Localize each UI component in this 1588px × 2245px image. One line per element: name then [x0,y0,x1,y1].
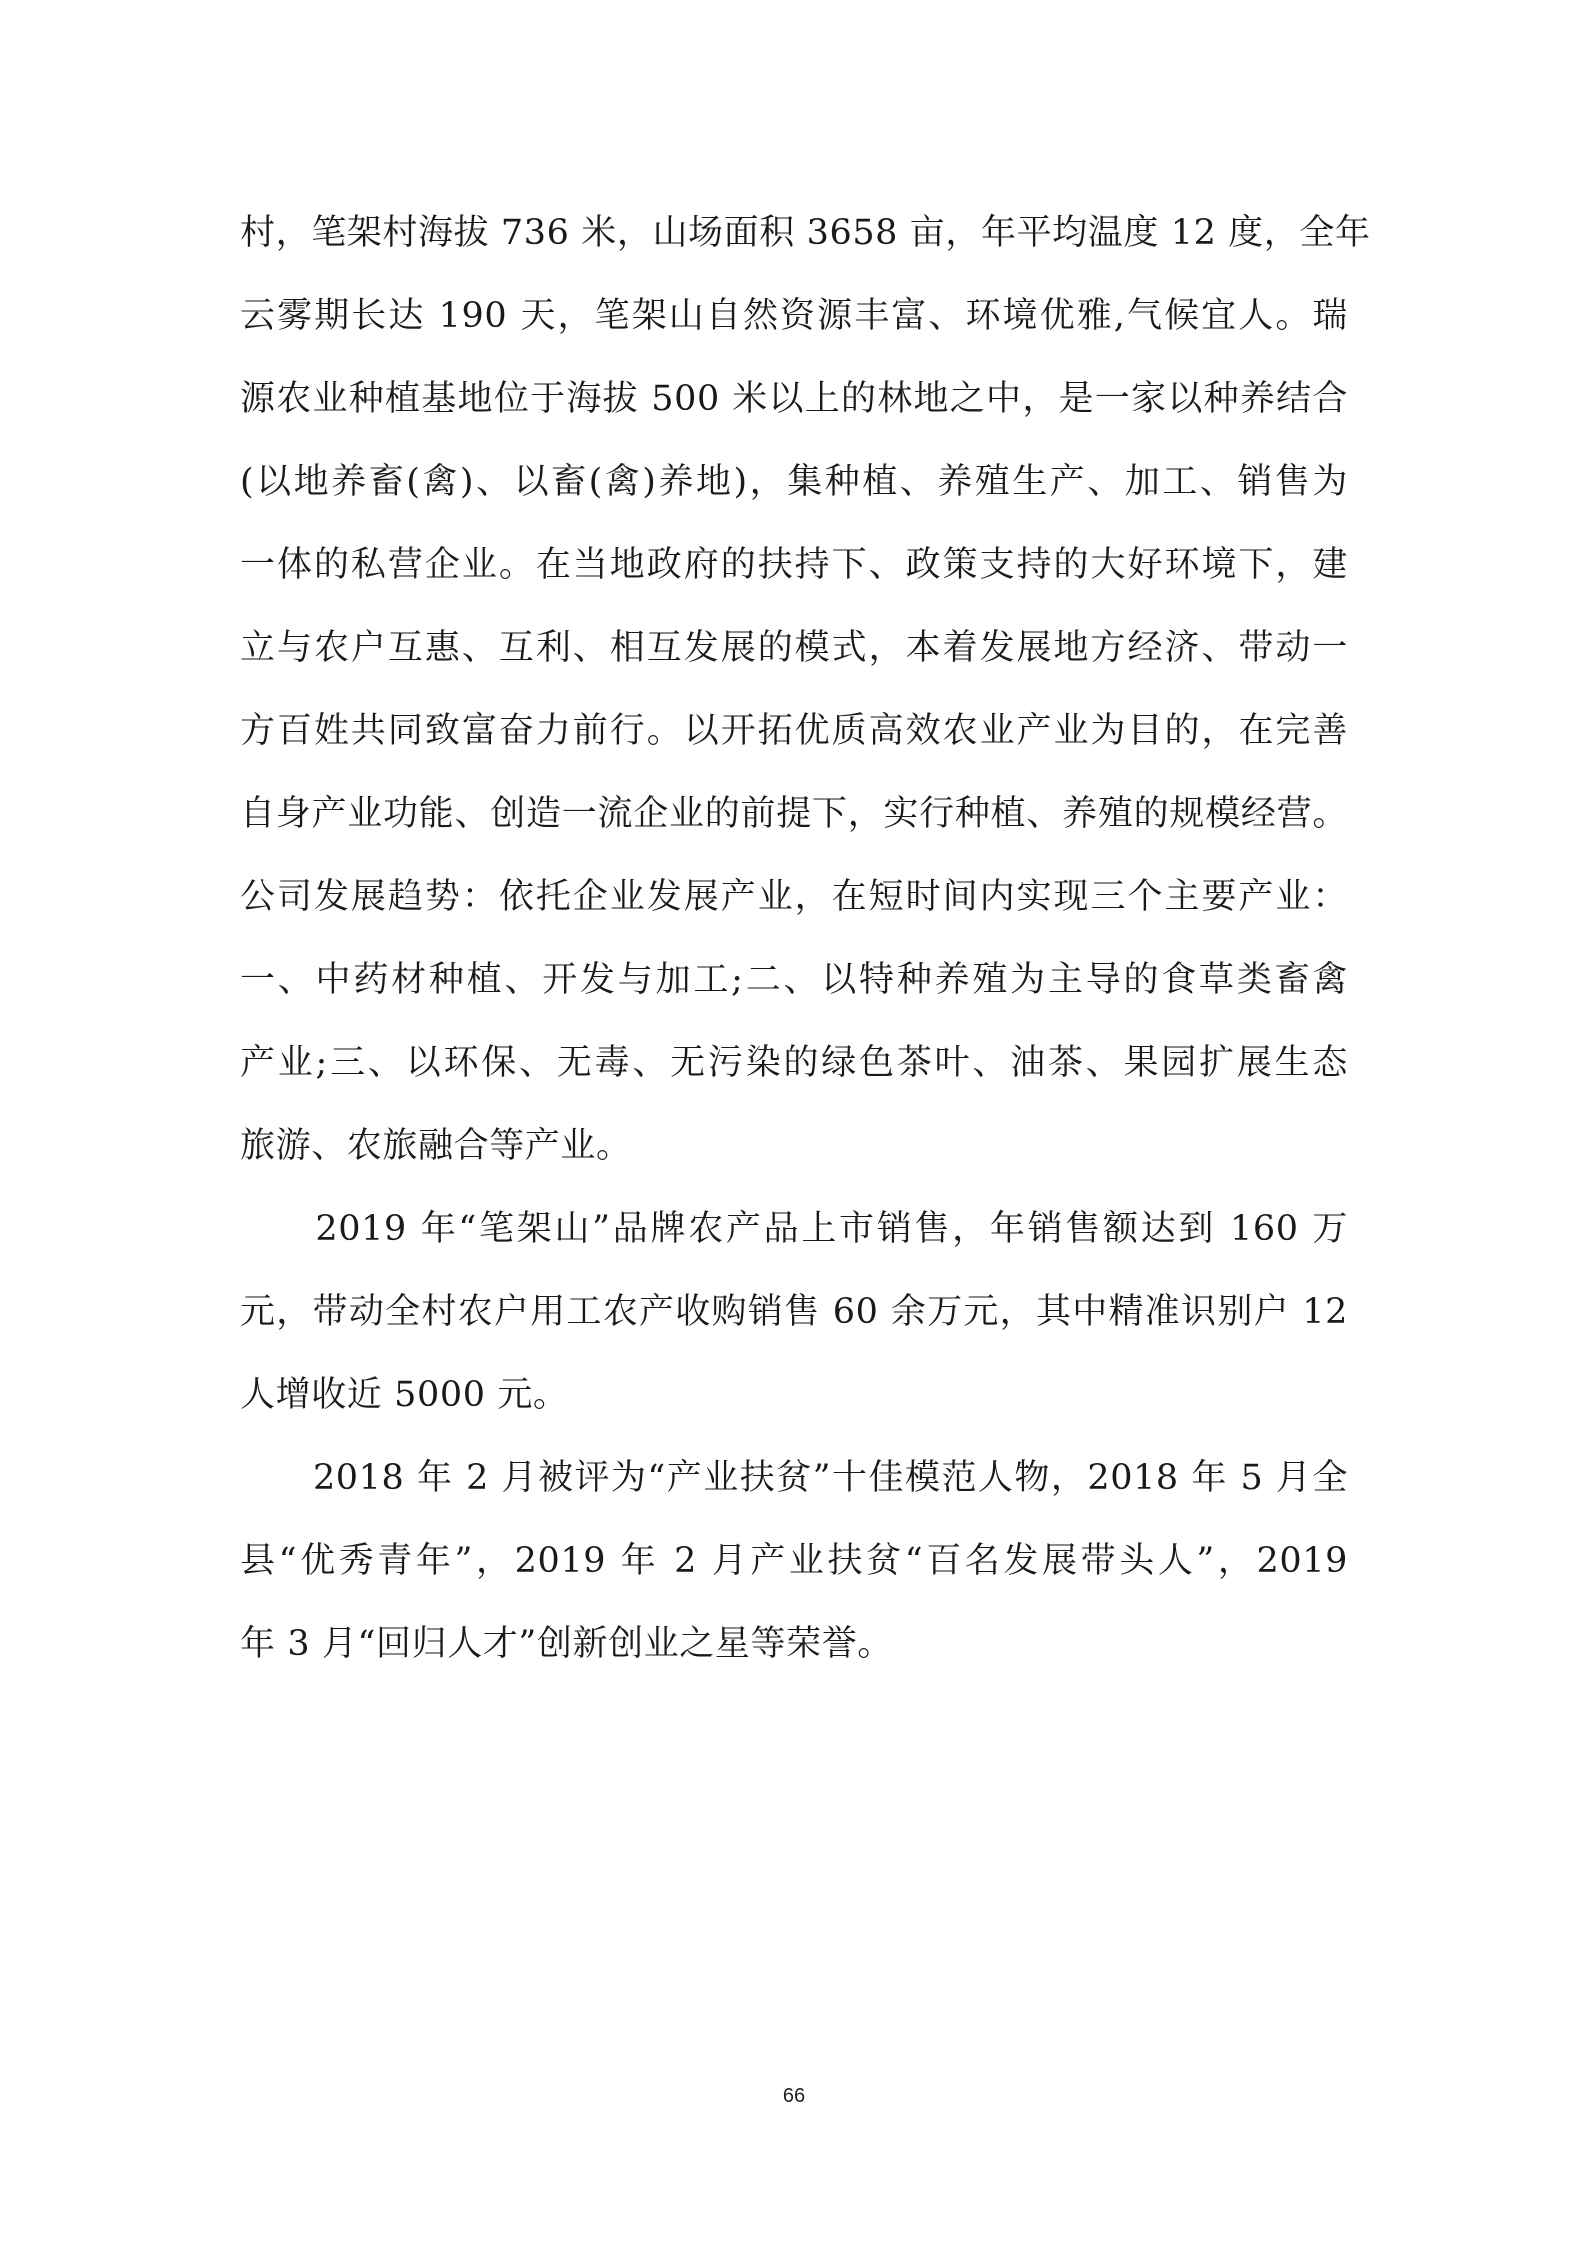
text-line: 旅游、农旅融合等产业。 [240,1126,632,1166]
text-line: 县“优秀青年”，2019 年 2 月产业扶贫“百名发展带头人”，2019 [240,1541,1348,1581]
text-line: 自身产业功能、创造一流企业的前提下，实行种植、养殖的规模经营。 [240,794,1348,834]
text-line: 2019 年“笔架山”品牌农产品上市销售，年销售额达到 160 万 [240,1209,1348,1249]
paragraph-company-intro [240,205,1371,1201]
text-line: 人增收近 5000 元。 [240,1375,569,1415]
text-line: 村，笔架村海拔 736 米，山场面积 3658 亩，年平均温度 12 度，全年 [240,213,1371,253]
text-line: 一、中药材种植、开发与加工;二、以特种养殖为主导的食草类畜禽 [240,960,1348,1000]
paragraph-honors [240,1450,1348,1699]
text-line: 年 3 月“回归人才”创新创业之星等荣誉。 [240,1624,893,1664]
text-line: 元，带动全村农户用工农产收购销售 60 余万元，其中精准识别户 12 [240,1292,1348,1332]
body-text [240,205,1371,1699]
text-line: 2018 年 2 月被评为“产业扶贫”十佳模范人物，2018 年 5 月全 [240,1458,1348,1498]
text-line: 云雾期长达 190 天，笔架山自然资源丰富、环境优雅,气候宜人。瑞 [240,296,1348,336]
text-line: 立与农户互惠、互利、相互发展的模式，本着发展地方经济、带动一 [240,628,1348,668]
text-line: 方百姓共同致富奋力前行。以开拓优质高效农业产业为目的，在完善 [240,711,1348,751]
text-line: 产业;三、以环保、无毒、无污染的绿色茶叶、油茶、果园扩展生态 [240,1043,1348,1083]
page-number: 66 [782,2085,806,2107]
text-line: 一体的私营企业。在当地政府的扶持下、政策支持的大好环境下，建 [240,545,1348,585]
paragraph-sales-2019 [240,1201,1348,1450]
text-line: (以地养畜(禽)、以畜(禽)养地)，集种植、养殖生产、加工、销售为 [240,462,1348,502]
text-line: 公司发展趋势：依托企业发展产业，在短时间内实现三个主要产业： [240,877,1348,917]
text-line: 源农业种植基地位于海拔 500 米以上的林地之中，是一家以种养结合 [240,379,1348,419]
